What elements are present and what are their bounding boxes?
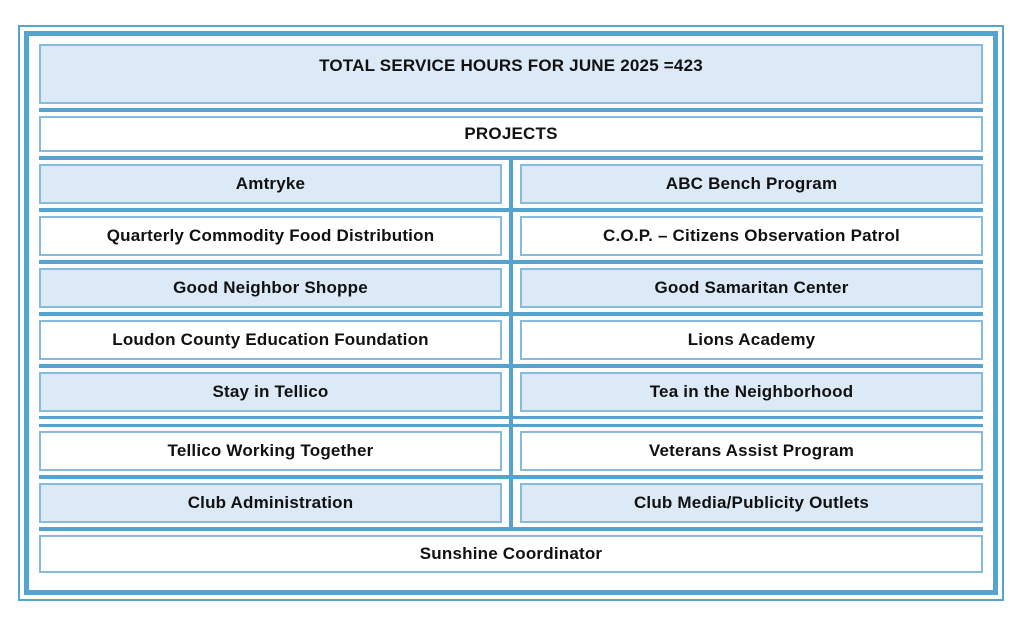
project-cell-club-media-publicity-outlets: Club Media/Publicity Outlets <box>520 483 983 523</box>
project-cell-club-administration: Club Administration <box>39 483 502 523</box>
total-service-hours-header: TOTAL SERVICE HOURS FOR JUNE 2025 =423 <box>39 44 983 104</box>
project-cell-stay-in-tellico: Stay in Tellico <box>39 372 502 412</box>
project-cell-good-samaritan-center: Good Samaritan Center <box>520 268 983 308</box>
project-cell-abc-bench-program: ABC Bench Program <box>520 164 983 204</box>
sunshine-coordinator-cell: Sunshine Coordinator <box>39 535 983 573</box>
projects-grid <box>39 164 983 523</box>
project-cell-veterans-assist-program: Veterans Assist Program <box>520 431 983 471</box>
project-cell-tellico-working-together: Tellico Working Together <box>39 431 502 471</box>
row-separator <box>39 527 983 531</box>
project-cell-quarterly-commodity-food-distribution: Quarterly Commodity Food Distribution <box>39 216 502 256</box>
project-cell-cop-citizens-observation-patrol: C.O.P. – Citizens Observation Patrol <box>520 216 983 256</box>
project-cell-lions-academy: Lions Academy <box>520 320 983 360</box>
row-separator <box>39 108 983 112</box>
outer-border-frame <box>18 25 1004 601</box>
project-cell-good-neighbor-shoppe: Good Neighbor Shoppe <box>39 268 502 308</box>
projects-section-header: PROJECTS <box>39 116 983 152</box>
project-cell-amtryke: Amtryke <box>39 164 502 204</box>
column-divider <box>509 160 513 527</box>
project-cell-tea-in-the-neighborhood: Tea in the Neighborhood <box>520 372 983 412</box>
inner-border-frame <box>24 31 998 595</box>
project-cell-loudon-county-education-foundation: Loudon County Education Foundation <box>39 320 502 360</box>
